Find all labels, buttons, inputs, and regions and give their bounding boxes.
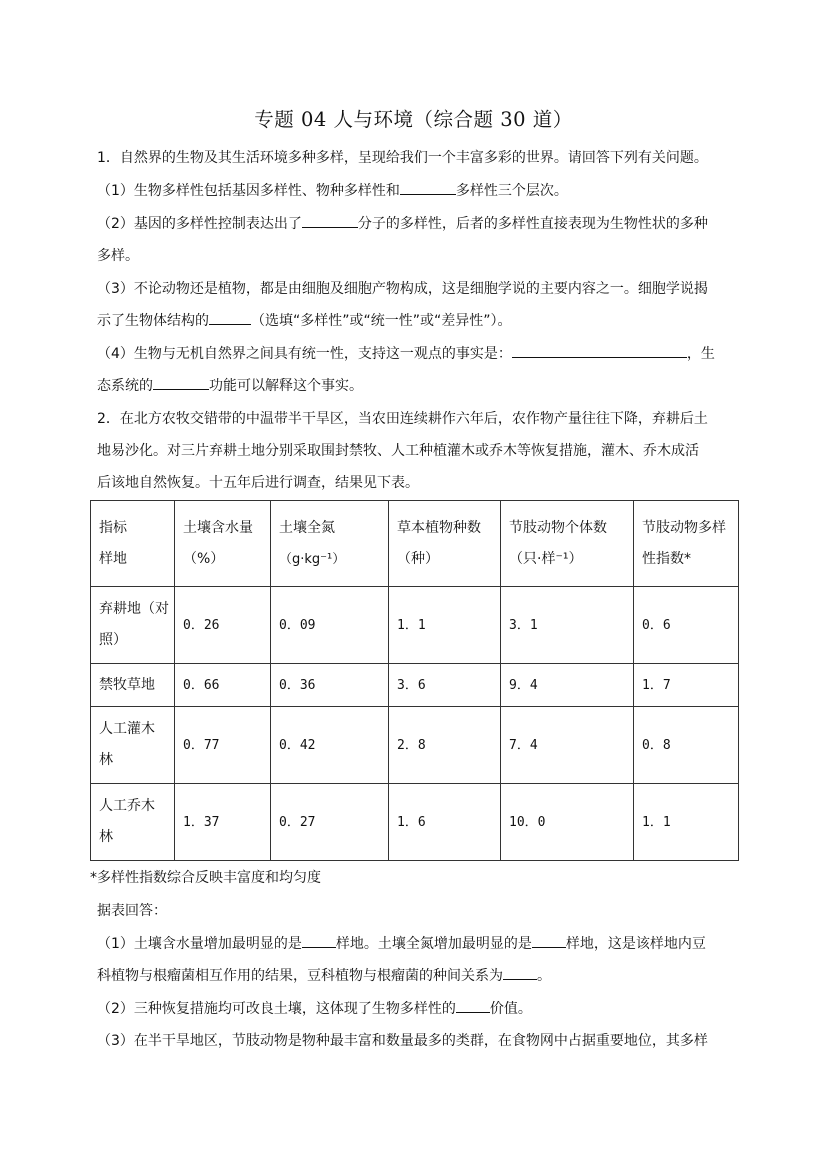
cell-value: 0．36 (271, 664, 389, 707)
header-cell: 节肢动物多样 性指数* (634, 501, 739, 587)
q2-intro-line1: 2．在北方农牧交错带的中温带半干旱区，当农田连续耕作六年后，农作物产量往往下降，弃耕后土 (97, 411, 708, 427)
q1-sub1: （1）生物多样性包括基因多样性、物种多样性和 多样性三个层次。 (97, 175, 737, 208)
cell-value: 0．26 (175, 587, 271, 664)
q2-intro-line2: 地易沙化。对三片弃耕土地分别采取围封禁牧、人工种植灌木或乔木等恢复措施，灌木、乔木成活 (97, 443, 699, 459)
row-label: 人工灌木 林 (91, 707, 175, 784)
header-cell: 草本植物种数 （种） (389, 501, 501, 587)
answer-blank[interactable] (532, 932, 566, 948)
answer-blank[interactable] (456, 997, 490, 1013)
answer-blank[interactable] (153, 374, 209, 390)
q2-sub3: （3）在半干旱地区，节肢动物是物种最丰富和数量最多的类群，在食物网中占据重要地位，其多样 (97, 1033, 708, 1049)
cell-value: 0．8 (634, 707, 739, 784)
header-cell: 土壤全氮 （g·kg⁻¹） (271, 501, 389, 587)
answer-blank[interactable] (209, 309, 251, 325)
cell-value: 7．4 (501, 707, 634, 784)
cell-value: 1．6 (389, 784, 501, 861)
cell-value: 3．1 (501, 587, 634, 664)
header-cell: 土壤含水量 （%） (175, 501, 271, 587)
survey-table (90, 500, 739, 861)
header-cell: 指标 样地 (91, 501, 175, 587)
q1-sub2-cont: 多样。 (97, 248, 139, 264)
header-cell: 节肢动物个体数 （只·样⁻¹） (501, 501, 634, 587)
answer-blank[interactable] (302, 932, 336, 948)
table-row (91, 707, 739, 784)
cell-value: 10．0 (501, 784, 634, 861)
q2-sub1-cont: 科植物与根瘤菌相互作用的结果，豆科植物与根瘤菌的种间关系为 。 (97, 960, 737, 993)
page-title: 专题 04 人与环境（综合题 30 道） (254, 108, 573, 131)
table-row (91, 664, 739, 707)
table-row (91, 784, 739, 861)
q2-intro-line3: 后该地自然恢复。十五年后进行调查，结果见下表。 (97, 475, 419, 491)
answer-blank[interactable] (400, 179, 456, 195)
cell-value: 1．1 (389, 587, 501, 664)
table-header-row (91, 501, 739, 587)
cell-value: 0．09 (271, 587, 389, 664)
table-footnote: *多样性指数综合反映丰富度和均匀度 (90, 870, 321, 886)
answer-blank[interactable] (302, 212, 358, 228)
cell-value: 9．4 (501, 664, 634, 707)
answer-blank[interactable] (512, 342, 687, 358)
row-label: 禁牧草地 (91, 664, 175, 707)
cell-value: 1．37 (175, 784, 271, 861)
q1-sub3: （3）不论动物还是植物，都是由细胞及细胞产物构成，这是细胞学说的主要内容之一。细胞学说揭 (97, 281, 708, 297)
cell-value: 0．27 (271, 784, 389, 861)
q2-prompt: 据表回答： (97, 903, 167, 919)
table-row (91, 587, 739, 664)
cell-value: 0．42 (271, 707, 389, 784)
answer-blank[interactable] (503, 964, 537, 980)
row-label: 人工乔木 林 (91, 784, 175, 861)
q2-sub1: （1）土壤含水量增加最明显的是 样地。土壤全氮增加最明显的是 样地，这是该样地内豆 (97, 928, 737, 961)
q1-sub2: （2）基因的多样性控制表达出了 分子的多样性，后者的多样性直接表现为生物性状的多种 (97, 208, 737, 241)
row-label: 弃耕地（对 照） (91, 587, 175, 664)
cell-value: 3．6 (389, 664, 501, 707)
cell-value: 0．66 (175, 664, 271, 707)
cell-value: 0．77 (175, 707, 271, 784)
cell-value: 0．6 (634, 587, 739, 664)
cell-value: 1．7 (634, 664, 739, 707)
q2-sub2: （2）三种恢复措施均可改良土壤，这体现了生物多样性的 价值。 (97, 993, 737, 1026)
q1-intro: 1．自然界的生物及其生活环境多种多样，呈现给我们一个丰富多彩的世界。请回答下列有关问题。 (97, 150, 708, 166)
cell-value: 2．8 (389, 707, 501, 784)
q1-sub3-cont: 示了生物体结构的 （选填“多样性”或“统一性”或“差异性”）。 (97, 305, 737, 338)
q1-sub4: （4）生物与无机自然界之间具有统一性，支持这一观点的事实是： ，生 (97, 338, 737, 371)
cell-value: 1．1 (634, 784, 739, 861)
q1-sub4-cont: 态系统的 功能可以解释这个事实。 (97, 370, 737, 403)
